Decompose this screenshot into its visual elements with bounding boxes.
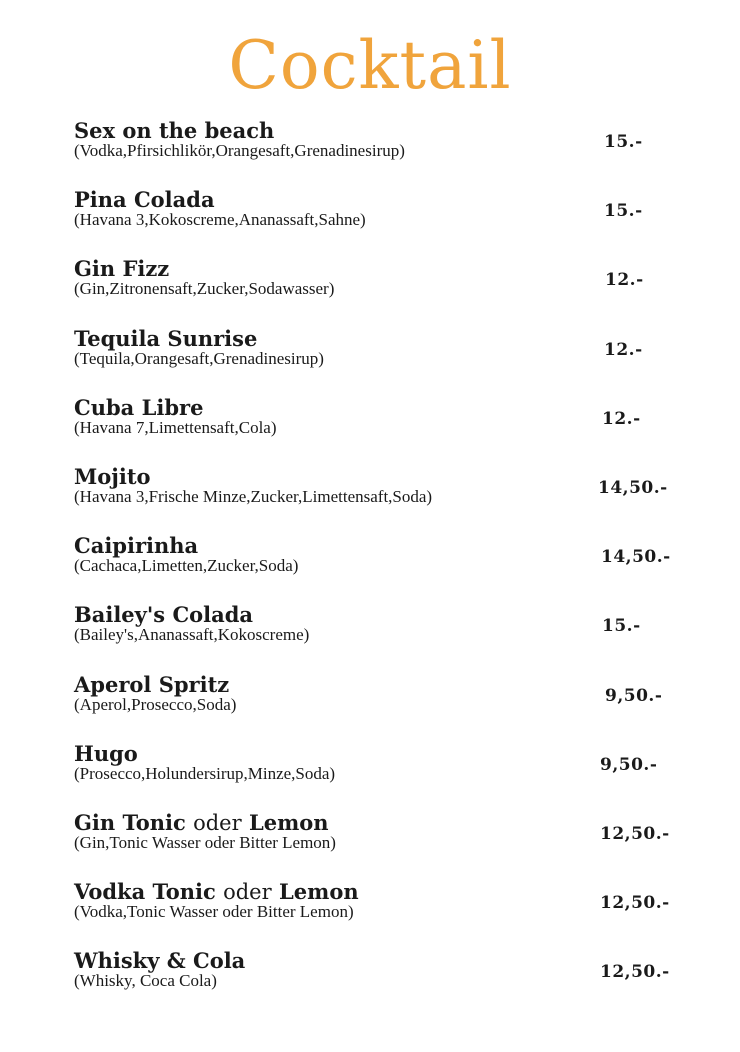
- item-name-part2: Lemon: [248, 809, 329, 835]
- item-ingredients: (Tequila,Orangesaft,Grenadinesirup): [74, 348, 324, 368]
- item-name-connector: oder: [223, 880, 272, 905]
- item-price: 12,50.-: [600, 893, 670, 914]
- item-name-part2: Lemon: [278, 879, 359, 905]
- item-name: Cuba Libre: [74, 394, 204, 420]
- item-ingredients: (Bailey's,Ananassaft,Kokoscreme): [74, 625, 310, 645]
- item-name: Hugo: [74, 740, 138, 766]
- item-name: Bailey's Colada: [74, 602, 254, 628]
- page-title: Cocktail: [228, 27, 512, 104]
- menu-item: [74, 533, 694, 602]
- item-name-part1: Gin Tonic: [74, 809, 186, 835]
- item-name-connector: oder: [193, 810, 242, 835]
- item-name: Whisky & Cola: [74, 948, 246, 974]
- item-ingredients: (Cachaca,Limetten,Zucker,Soda): [74, 556, 299, 576]
- item-name: Pina Colada: [74, 187, 215, 213]
- item-price: 12,50.-: [600, 962, 670, 983]
- item-ingredients: (Vodka,Pfirsichlikör,Orangesaft,Grenadinesirup): [74, 141, 405, 160]
- item-ingredients: (Whisky, Coca Cola): [74, 971, 217, 991]
- item-name: Mojito: [74, 463, 151, 489]
- menu-item: [74, 326, 694, 395]
- item-price: 12.-: [604, 339, 643, 360]
- item-price: 15.-: [604, 201, 643, 222]
- item-price: 9,50.-: [605, 685, 663, 706]
- item-ingredients: (Havana 3,Frische Minze,Zucker,Limettensaft,Soda): [74, 486, 433, 506]
- item-ingredients: (Havana 7,Limettensaft,Cola): [74, 417, 277, 437]
- item-price: 14,50.-: [598, 477, 668, 498]
- item-name-part1: Vodka Tonic: [74, 879, 216, 905]
- item-price: 12.-: [602, 408, 641, 429]
- menu-item: [74, 464, 694, 533]
- item-name: Tequila Sunrise: [74, 325, 258, 351]
- item-name: Gin Fizz: [74, 256, 170, 282]
- item-price: 12,50.-: [600, 823, 670, 844]
- item-ingredients: (Havana 3,Kokoscreme,Ananassaft,Sahne): [74, 210, 366, 230]
- menu-item: [74, 879, 694, 948]
- item-name: Sex on the beach: [74, 118, 275, 143]
- item-ingredients: (Vodka,Tonic Wasser oder Bitter Lemon): [74, 902, 354, 922]
- item-ingredients: (Aperol,Prosecco,Soda): [74, 694, 237, 714]
- item-name: Aperol Spritz: [74, 671, 230, 697]
- cocktail-list: [74, 118, 694, 1017]
- item-price: 12.-: [605, 270, 644, 291]
- menu-item: [74, 810, 694, 879]
- menu-item: [74, 187, 694, 256]
- item-ingredients: (Gin,Zitronensaft,Zucker,Sodawasser): [74, 279, 335, 299]
- item-ingredients: (Prosecco,Holundersirup,Minze,Soda): [74, 763, 336, 783]
- menu-item: [74, 118, 694, 187]
- menu-item: [74, 741, 694, 810]
- item-ingredients: (Gin,Tonic Wasser oder Bitter Lemon): [74, 832, 336, 852]
- item-price: 14,50.-: [601, 547, 671, 568]
- menu-item: [74, 602, 694, 671]
- menu-item: [74, 395, 694, 464]
- menu-item: [74, 256, 694, 325]
- item-price: 15.-: [602, 616, 641, 637]
- item-price: 15.-: [604, 132, 643, 152]
- menu-item: [74, 948, 694, 1017]
- menu-item: [74, 672, 694, 741]
- item-name: Caipirinha: [74, 533, 199, 559]
- item-price: 9,50.-: [600, 754, 658, 775]
